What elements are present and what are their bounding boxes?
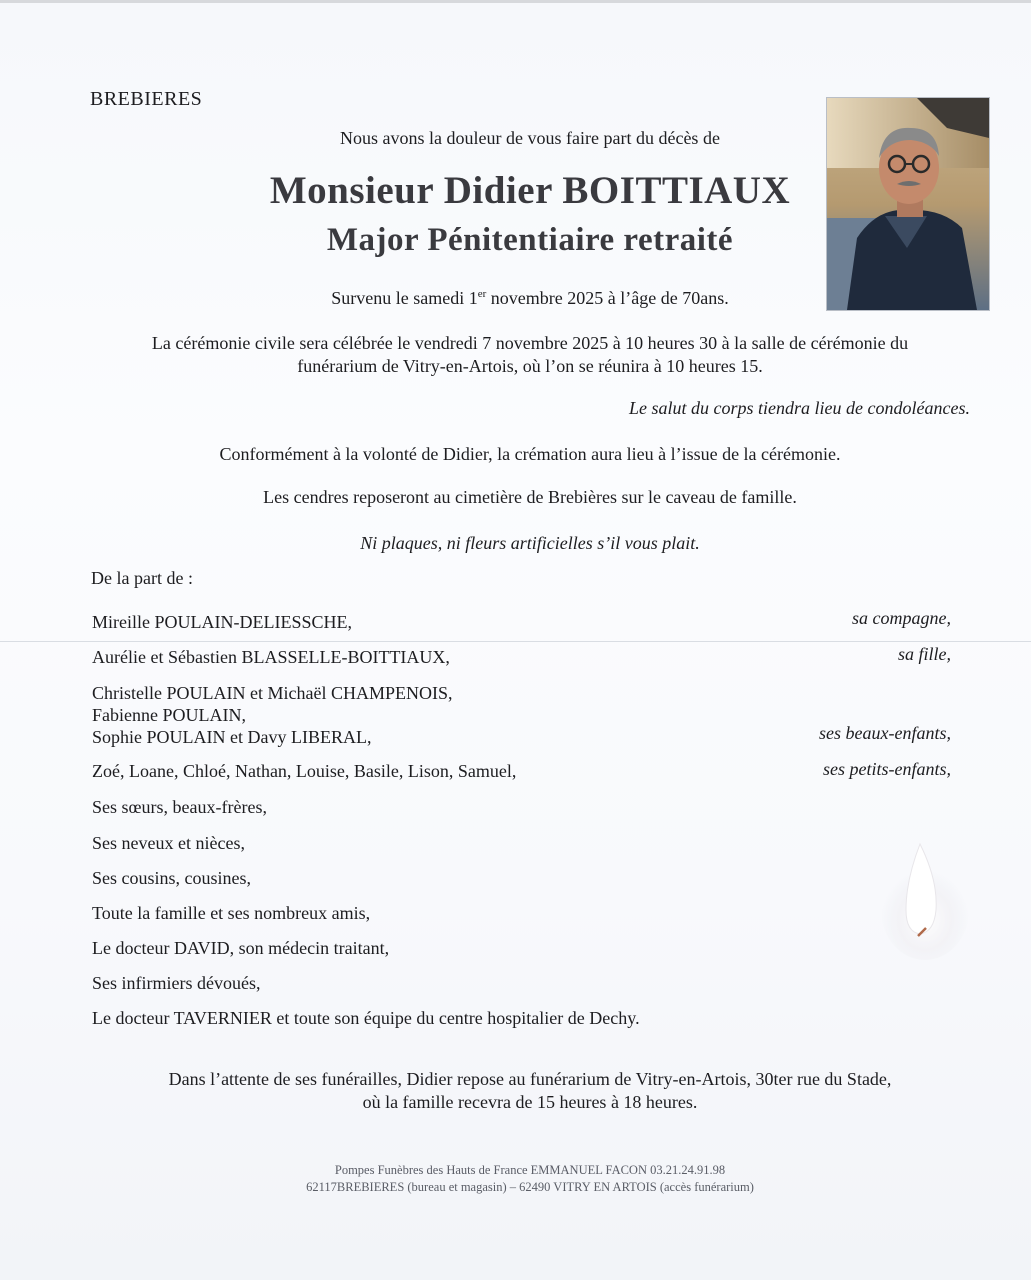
no-plaques-note: Ni plaques, ni fleurs artificielles s’il vous plait. — [360, 533, 700, 553]
intro-text: Nous avons la douleur de vous faire part du décès de — [340, 128, 720, 148]
scan-top-edge — [0, 0, 1031, 3]
deceased-name: Monsieur Didier BOITTIAUX — [269, 169, 791, 212]
death-date-end: novembre 2025 à l’âge de 70ans. — [486, 288, 729, 308]
death-date — [230, 288, 830, 309]
family-line-nurses: Ses infirmiers dévoués, — [92, 973, 261, 993]
stepchildren-line-1: Christelle POULAIN et Michaël CHAMPENOIS, — [92, 683, 453, 703]
family-line-doctor: Le docteur DAVID, son médecin traitant, — [92, 938, 390, 958]
stepchildren-line-2: Fabienne POULAIN, — [92, 705, 246, 725]
ceremony-line-2: funérarium de Vitry-en-Artois, où l’on se réunira à 10 heures 15. — [297, 356, 763, 376]
condolences-note: Le salut du corps tiendra lieu de condoléances. — [629, 398, 970, 418]
family-grandchildren-role: ses petits-enfants, — [823, 759, 951, 779]
stepchildren-line-3: Sophie POULAIN et Davy LIBERAL, — [92, 727, 372, 747]
family-grandchildren-name: Zoé, Loane, Chloé, Nathan, Louise, Basile, Lison, Samuel, — [92, 761, 517, 781]
family-line-sisters: Ses sœurs, beaux-frères, — [92, 797, 267, 817]
family-daughter-name: Aurélie et Sébastien BLASSELLE-BOITTIAUX, — [92, 647, 450, 667]
family-partner-role: sa compagne, — [852, 608, 951, 628]
portrait-illustration — [827, 98, 989, 310]
cremation-note: Conformément à la volonté de Didier, la crémation aura lieu à l’issue de la cérémonie. — [219, 444, 841, 464]
candle-flame-icon — [880, 840, 970, 960]
deceased-rank: Major Pénitentiaire retraité — [326, 222, 734, 258]
portrait-photo — [826, 97, 990, 311]
ceremony-line-1: La cérémonie civile sera célébrée le vendredi 7 novembre 2025 à 10 heures 30 à la salle de cérémonie du — [151, 333, 909, 353]
family-daughter-role: sa fille, — [898, 644, 951, 664]
ordinal-suffix: er — [477, 288, 487, 300]
funeral-director-footer — [180, 1162, 880, 1196]
family-line-nephews: Ses neveux et nièces, — [92, 833, 245, 853]
family-partner-name: Mireille POULAIN-DELIESSCHE, — [92, 612, 352, 632]
footer-line-1: Pompes Funèbres des Hauts de France EMMANUEL FACON 03.21.24.91.98 — [334, 1163, 726, 1177]
fold-line — [0, 641, 1031, 642]
family-line-cousins: Ses cousins, cousines, — [92, 868, 251, 888]
city-heading: BREBIERES — [90, 88, 203, 110]
funeral-home-line-1: Dans l’attente de ses funérailles, Didier repose au funérarium de Vitry-en-Artois, 30ter rue du Stade, — [168, 1069, 892, 1089]
funeral-home-line-2: où la famille recevra de 15 heures à 18 heures. — [362, 1092, 698, 1112]
family-line-friends: Toute la famille et ses nombreux amis, — [92, 903, 371, 923]
ceremony-text — [90, 332, 970, 378]
death-date-start: Survenu le samedi 1 — [331, 288, 478, 308]
family-stepchildren — [92, 682, 452, 748]
funeral-home-note — [90, 1068, 970, 1114]
footer-line-2: 62117BREBIERES (bureau et magasin) – 62490 VITRY EN ARTOIS (accès funérarium) — [306, 1180, 754, 1194]
family-line-hospital: Le docteur TAVERNIER et toute son équipe du centre hospitalier de Dechy. — [92, 1008, 640, 1028]
ashes-note: Les cendres reposeront au cimetière de Brebières sur le caveau de famille. — [263, 487, 797, 507]
family-heading: De la part de : — [91, 568, 193, 588]
family-stepchildren-role: ses beaux-enfants, — [819, 723, 951, 743]
